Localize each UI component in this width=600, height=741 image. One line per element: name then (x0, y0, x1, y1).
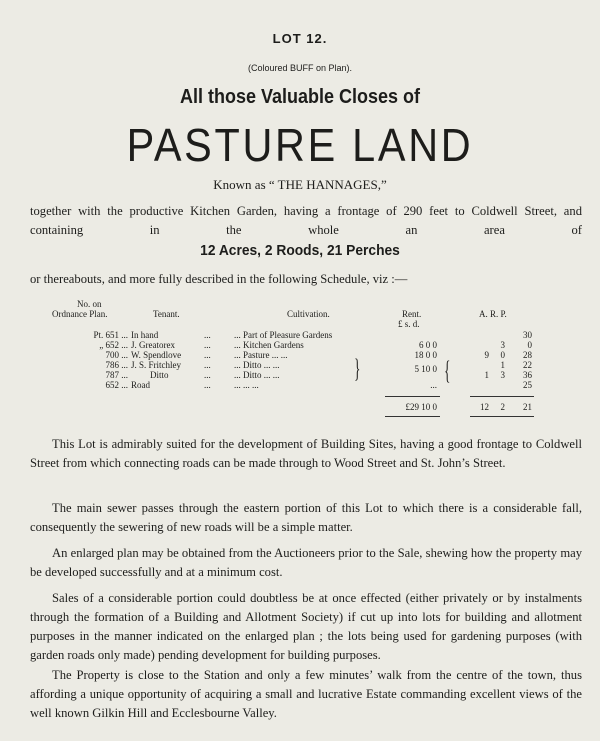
row-roods: 0 (500, 350, 505, 360)
row-dots: ... (204, 350, 211, 360)
intro-paragraph: together with the productive Kitchen Garden, having a frontage of 290 feet to Coldwell Street, and containing in the whole an area of (30, 204, 582, 237)
row-dots: ... (204, 370, 211, 380)
row-tenant: Road (131, 380, 150, 390)
total-rent: £29 10 0 (405, 402, 437, 412)
row-cultivation: ... ... ... (234, 380, 259, 390)
row-tenant: In hand (131, 330, 159, 340)
row-plan: 786 ... (105, 360, 128, 370)
row-cultivation: ... Ditto ... ... (234, 370, 280, 380)
row-dots: ... (204, 360, 211, 370)
paragraph: The Property is close to the Station and only a few minutes’ walk from the centre of the town, thus affording a unique opportunity of acquiring a small and lucrative Estate commanding excellent views of the well known Gilkin Hill and Ecclesbourne Valley. (30, 668, 582, 720)
colour-note: (Coloured BUFF on Plan). (247, 63, 353, 73)
row-perches: 25 (523, 380, 532, 390)
row-dots: ... (204, 380, 211, 390)
rent-rule (385, 416, 440, 417)
area-rule (470, 396, 534, 397)
row-rent: ... (430, 380, 437, 390)
brace-mark: { (444, 356, 451, 385)
row-tenant: J. Greatorex (131, 340, 175, 350)
paragraph: This Lot is admirably suited for the development of Building Sites, having a good frontage to Coldwell Street from which connecting roads can be made through to Wood Street and St. John’s Street. (30, 437, 582, 470)
row-perches: 36 (523, 370, 532, 380)
row-cultivation: ... Kitchen Gardens (234, 340, 304, 350)
row-tenant: W. Spendlove (131, 350, 182, 360)
header-rent: Rent. (402, 309, 422, 319)
schedule-intro: or thereabouts, and more fully described in the following Schedule, viz :— (30, 272, 408, 286)
header-tenant: Tenant. (153, 309, 180, 319)
header-plan-1: No. on (77, 299, 102, 309)
row-rent: 5 10 0 (414, 364, 437, 374)
paragraph: Sales of a considerable portion could doubtless be at once effected (either privately or by instalments through the formation of a Building and Allotment Society) if cut up into lots for building and allotment purposes in the manner indicated on the enlarged plan ; the lots being used for gardening purposes (with garden roads only made) pending development for building purposes. (30, 591, 582, 662)
row-dots: ... (204, 330, 211, 340)
row-plan: „ 652 ... (99, 340, 128, 350)
row-perches: 30 (523, 330, 532, 340)
row-tenant: Ditto (150, 370, 169, 380)
header-cultivation: Cultivation. (287, 309, 330, 319)
row-plan: 652 ... (105, 380, 128, 390)
row-cultivation: ... Ditto ... ... (234, 360, 280, 370)
row-roods: 1 (500, 360, 505, 370)
paragraph: The main sewer passes through the eastern portion of this Lot to which there is a considerable fall, consequently the sewering of new roads will be a simple matter. (30, 501, 582, 534)
total-perches: 21 (523, 402, 532, 412)
area-rule (470, 416, 534, 417)
row-acres: 1 (484, 370, 489, 380)
row-tenant: J. S. Fritchley (131, 360, 182, 370)
row-rent: 6 0 0 (419, 340, 437, 350)
row-perches: 28 (523, 350, 532, 360)
rent-rule (385, 396, 440, 397)
lot-number: LOT 12. (272, 31, 328, 46)
row-roods: 3 (500, 370, 505, 380)
area-statement: 12 Acres, 2 Roods, 21 Perches (200, 242, 400, 259)
title-line: All those Valuable Closes of (179, 86, 421, 108)
row-perches: 0 (527, 340, 532, 350)
row-acres: 9 (484, 350, 489, 360)
brace-mark: } (354, 354, 361, 383)
main-heading: PASTURE LAND (126, 119, 474, 171)
total-roods: 2 (500, 402, 505, 412)
total-acres: 12 (480, 402, 489, 412)
header-area-units: A. R. P. (479, 309, 507, 319)
row-dots: ... (204, 340, 211, 350)
header-plan-2: Ordnance Plan. (52, 309, 108, 319)
row-roods: 3 (500, 340, 505, 350)
known-as: Known as “ THE HANNAGES,” (213, 177, 387, 192)
row-plan: 787 ... (105, 370, 128, 380)
row-perches: 22 (523, 360, 532, 370)
row-plan: 700 ... (105, 350, 128, 360)
row-cultivation: ... Pasture ... ... (234, 350, 288, 360)
header-rent-units: £ s. d. (398, 319, 420, 329)
row-cultivation: ... Part of Pleasure Gardens (234, 330, 333, 340)
paragraph: An enlarged plan may be obtained from the Auctioneers prior to the Sale, shewing how the property may be developed successfully and at a minimum cost. (30, 546, 582, 579)
row-rent: 18 0 0 (414, 350, 437, 360)
row-plan: Pt. 651 ... (93, 330, 128, 340)
